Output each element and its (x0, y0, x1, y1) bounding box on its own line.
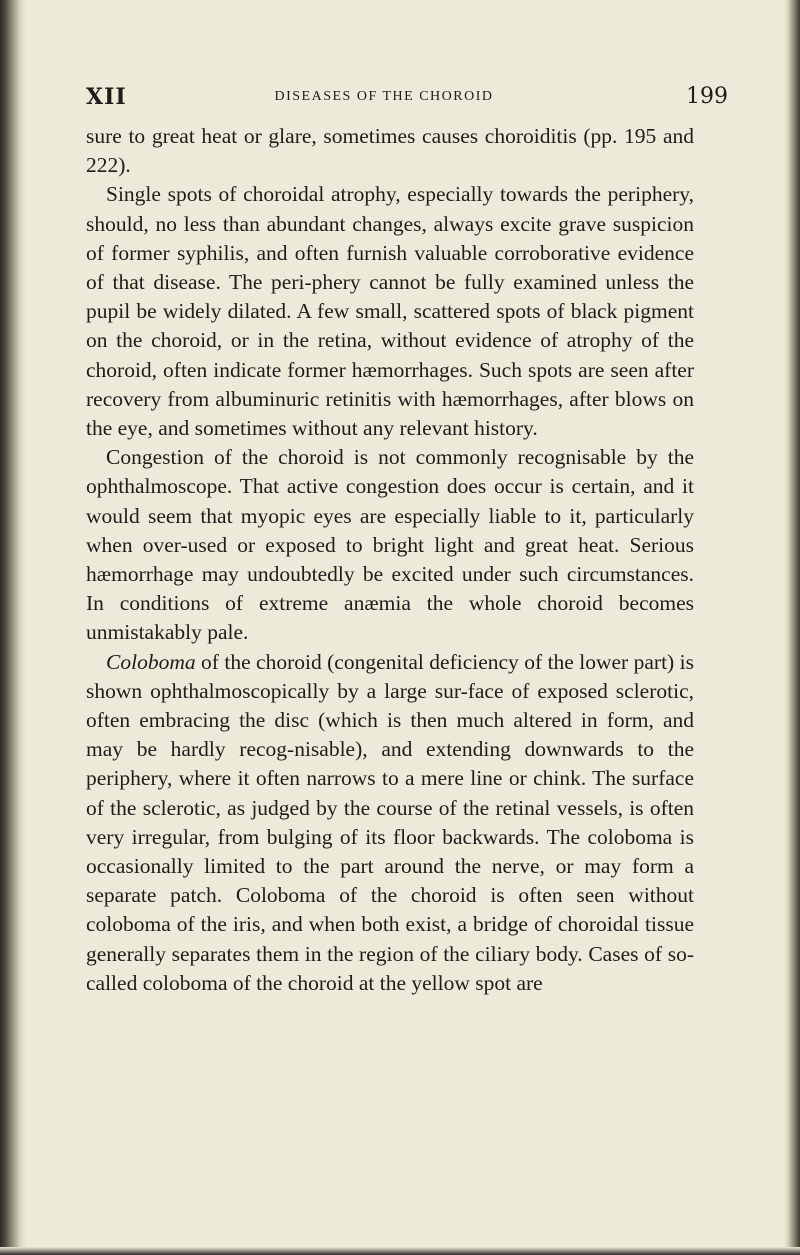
page-edge-shadow (784, 0, 800, 1255)
running-title: DISEASES OF THE CHOROID (274, 89, 494, 104)
paragraph-congestion: Congestion of the choroid is not commonly recognisable by the ophthalmoscope. That active congestion does occur is certain, and it would seem that myopic eyes are especially liable to it, particularly when over-used or exposed to bright light and great heat. Serious hæmorrhage may undoubtedly be excited under such circumstances. In conditions of extreme anæmia the whole choroid becomes unmistakably pale. (86, 445, 694, 645)
body-text (74, 122, 694, 998)
paragraph-atrophy: Single spots of choroidal atrophy, especially towards the periphery, should, no less than abundant changes, always excite grave suspicion of former syphilis, and often furnish valuable corroborative evidence of that disease. The peri-phery cannot be fully examined unless the pupil be widely dilated. A few small, scattered spots of black pigment on the choroid, or in the retina, without evidence of atrophy of the choroid, often indicate former hæmorrhages. Such spots are seen after recovery from albuminuric retinitis with hæmorrhages, after blows on the eye, and sometimes without any relevant history. (86, 182, 694, 441)
chapter-number: XII (86, 84, 127, 110)
paragraph-continuation: sure to great heat or glare, sometimes causes choroiditis (pp. 195 and 222). (86, 124, 694, 178)
paragraph-coloboma (86, 648, 694, 998)
italic-term-coloboma: Coloboma (106, 649, 196, 674)
paragraph-coloboma-text: of the choroid (congenital deficiency of the lower part) is shown ophthalmoscopically by a large sur-face of exposed sclerotic, often embracing the disc (which is then much altered in form, and may be hardly recog-nisable), and extending downwards to the periphery, where it often narrows to a mere line or chink. The surface of the sclerotic, as judged by the course of the retinal vessels, is often very irregular, from bulging of its floor backwards. The coloboma is occasionally limited to the part around the nerve, or may form a separate patch. Coloboma of the choroid is often seen without coloboma of the iris, and when both exist, a bridge of choroidal tissue generally separates them in the region of the ciliary body. Cases of so-called coloboma of the choroid at the yellow spot are (86, 649, 694, 995)
running-head (74, 84, 728, 118)
page-binding-shadow (0, 0, 26, 1255)
page-number: 199 (686, 84, 728, 109)
page-bottom-edge (0, 1247, 800, 1255)
book-page (74, 84, 728, 998)
